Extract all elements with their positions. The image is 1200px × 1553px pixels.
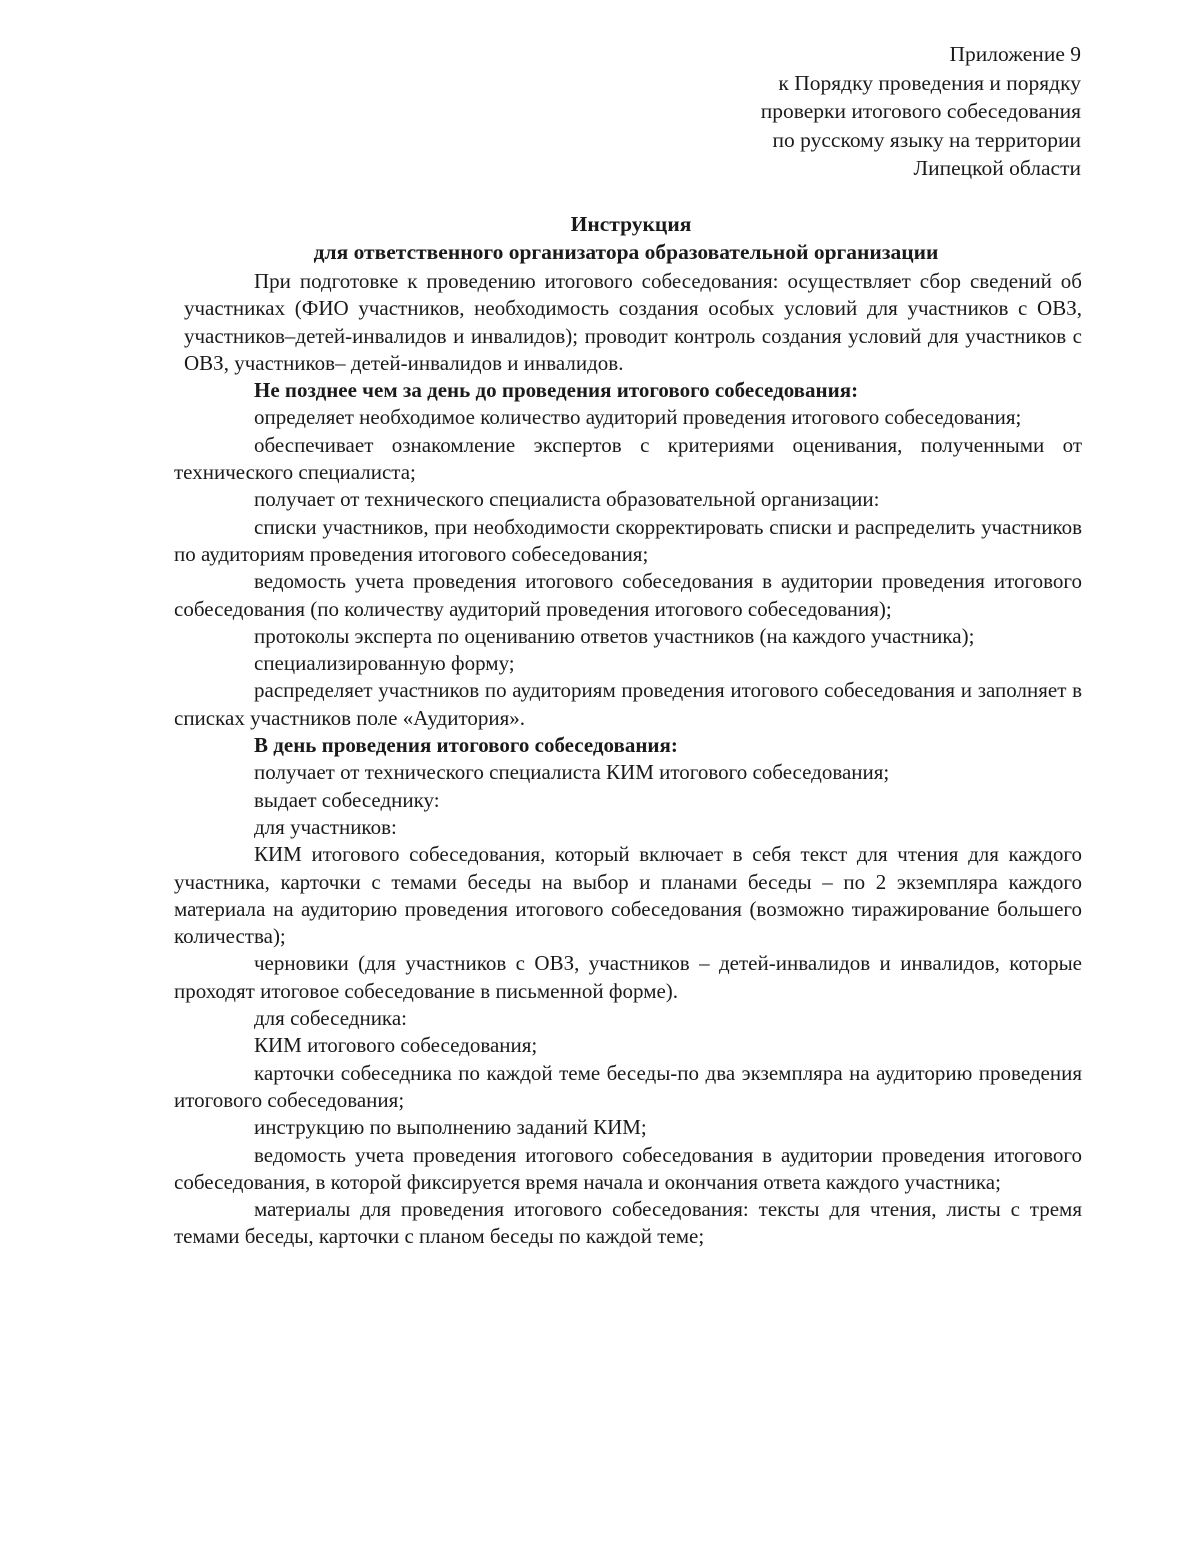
paragraph: материалы для проведения итогового собеседования: тексты для чтения, листы с тремя темами беседы, карточки с планом беседы по каждой теме; (174, 1197, 1082, 1249)
paragraph: инструкцию по выполнению заданий КИМ; (254, 1115, 647, 1140)
paragraph: для участников: (254, 814, 397, 839)
paragraph: получает от технического специалиста образовательной организации: (254, 487, 880, 512)
paragraph: ведомость учета проведения итогового собеседования в аудитории проведения итогового собеседования (по количеству аудиторий проведения итогового собеседования); (174, 569, 1082, 621)
appendix-line: по русскому языку на территории (772, 127, 1081, 152)
appendix-line: Липецкой области (913, 156, 1081, 180)
appendix-number: Приложение 9 (949, 42, 1081, 66)
appendix-line: к Порядку проведения и порядку (778, 70, 1081, 95)
paragraph: для собеседника: (254, 1006, 407, 1031)
appendix-line: проверки итогового собеседования (760, 99, 1081, 123)
paragraph: черновики (для участников с ОВЗ, участников – детей-инвалидов и инвалидов, которые проходят итоговое собеседование в письменной форме). (174, 951, 1082, 1003)
paragraph: обеспечивает ознакомление экспертов с критериями оценивания, полученными от технического специалиста; (174, 432, 1082, 485)
paragraph: списки участников, при необходимости скорректировать списки и распределить участников по аудиториям проведения итогового собеседования; (174, 514, 1082, 566)
document-title (170, 210, 1082, 266)
paragraph: распределяет участников по аудиториям проведения итогового собеседования и заполняет в списках участников поле «Аудитория». (174, 678, 1082, 730)
document-body (174, 268, 1082, 1251)
paragraph: ведомость учета проведения итогового собеседования в аудитории проведения итогового собеседования, в которой фиксируется время начала и окончания ответа каждого участника; (174, 1142, 1082, 1194)
paragraph: специализированную форму; (254, 651, 515, 676)
appendix-header (561, 40, 1081, 183)
paragraph: карточки собеседника по каждой теме беседы-по два экземпляра на аудиторию проведения итогового собеседования; (174, 1060, 1082, 1112)
paragraph: КИМ итогового собеседования, который включает в себя текст для чтения для каждого участника, карточки с темами беседы на выбор и планами беседы – по 2 экземпляра каждого материала на аудиторию проведения итогового собеседования (возможно тиражирование большего количества); (174, 842, 1082, 949)
paragraph: протоколы эксперта по оцениванию ответов участников (на каждого участника); (254, 623, 975, 648)
section-heading: В день проведения итогового собеседования: (254, 733, 678, 758)
paragraph: получает от технического специалиста КИМ итогового собеседования; (254, 760, 890, 785)
paragraph: КИМ итогового собеседования; (254, 1033, 538, 1058)
paragraph: определяет необходимое количество аудиторий проведения итогового собеседования; (254, 405, 1022, 430)
paragraph: выдает собеседнику: (254, 787, 440, 812)
section-heading: Не позднее чем за день до проведения итогового собеседования: (254, 378, 859, 403)
paragraph: При подготовке к проведению итогового собеседования: осуществляет сбор сведений об участниках (ФИО участников, необходимость создания особых условий для участников с ОВЗ, участников–детей-инвалидов и инвалидов); проводит контроль создания условий для участников с ОВЗ, участников– детей-инвалидов и инвалидов. (184, 269, 1082, 375)
subtitle-line: для ответственного организатора образовательной организации (313, 240, 939, 264)
title-line: Инструкция (570, 212, 692, 236)
